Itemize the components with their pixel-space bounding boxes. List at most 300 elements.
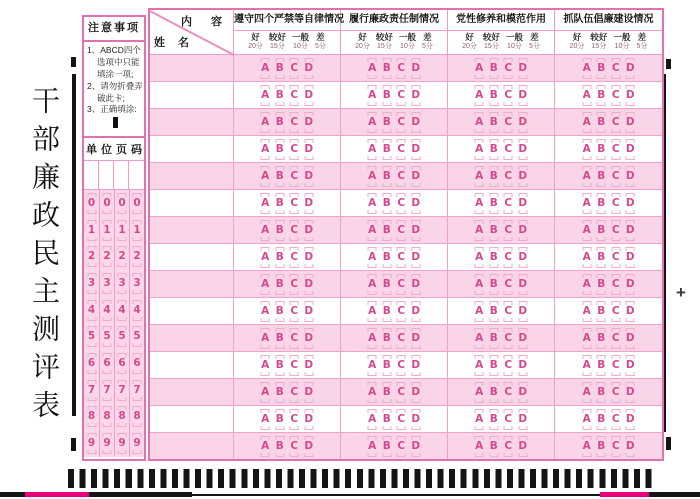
- bubble-B[interactable]: B: [382, 88, 391, 101]
- bubble-D[interactable]: D: [304, 196, 314, 209]
- bubble-C[interactable]: C: [611, 61, 620, 74]
- bubble-A[interactable]: A: [582, 250, 591, 263]
- name-cell[interactable]: [150, 379, 234, 405]
- name-cell[interactable]: [150, 55, 234, 81]
- digit-bubble-6[interactable]: 6: [133, 357, 141, 370]
- bubble-A[interactable]: A: [261, 331, 270, 344]
- bubble-A[interactable]: A: [261, 412, 270, 425]
- bubble-D[interactable]: D: [304, 385, 314, 398]
- digit-bubble-8[interactable]: 8: [87, 410, 96, 423]
- bubble-D[interactable]: D: [518, 358, 528, 371]
- bubble-A[interactable]: A: [261, 304, 270, 317]
- bubble-C[interactable]: C: [611, 169, 620, 182]
- bubble-A[interactable]: A: [582, 142, 591, 155]
- digit-bubble-0[interactable]: 0: [118, 196, 126, 209]
- bubble-B[interactable]: B: [382, 223, 391, 236]
- bubble-D[interactable]: D: [304, 169, 314, 182]
- bubble-A[interactable]: A: [261, 142, 270, 155]
- bubble-D[interactable]: D: [304, 115, 314, 128]
- bubble-B[interactable]: B: [382, 142, 391, 155]
- digit-bubble-9[interactable]: 9: [133, 437, 141, 450]
- digit-bubble-3[interactable]: 3: [103, 276, 111, 289]
- digit-bubble-7[interactable]: 7: [133, 383, 141, 396]
- bubble-A[interactable]: A: [261, 250, 270, 263]
- name-cell[interactable]: [150, 82, 234, 108]
- digit-bubble-3[interactable]: 3: [87, 276, 96, 289]
- bubble-B[interactable]: B: [275, 88, 284, 101]
- bubble-B[interactable]: B: [489, 88, 498, 101]
- bubble-C[interactable]: C: [397, 142, 406, 155]
- bubble-D[interactable]: D: [518, 385, 528, 398]
- bubble-A[interactable]: A: [261, 169, 270, 182]
- digit-cell[interactable]: [114, 404, 129, 431]
- digit-bubble-2[interactable]: 2: [118, 250, 126, 263]
- bubble-A[interactable]: A: [582, 304, 591, 317]
- bubble-B[interactable]: B: [382, 250, 391, 263]
- bubble-A[interactable]: A: [261, 88, 270, 101]
- bubble-B[interactable]: B: [489, 277, 498, 290]
- bubble-D[interactable]: D: [411, 115, 421, 128]
- digit-cell[interactable]: [99, 217, 114, 244]
- name-cell[interactable]: [150, 136, 234, 162]
- bubble-A[interactable]: A: [368, 250, 377, 263]
- name-cell[interactable]: [150, 406, 234, 432]
- digit-cell[interactable]: [129, 350, 144, 377]
- bubble-D[interactable]: D: [625, 277, 635, 290]
- bubble-C[interactable]: C: [611, 250, 620, 263]
- digit-cell[interactable]: [129, 270, 144, 297]
- bubble-C[interactable]: C: [397, 61, 406, 74]
- bubble-B[interactable]: B: [382, 331, 391, 344]
- digit-cell[interactable]: [84, 297, 99, 324]
- bubble-A[interactable]: A: [368, 358, 377, 371]
- digit-bubble-1[interactable]: 1: [118, 223, 126, 236]
- bubble-D[interactable]: D: [625, 385, 635, 398]
- bubble-D[interactable]: D: [518, 331, 528, 344]
- digit-bubble-7[interactable]: 7: [87, 383, 96, 396]
- bubble-A[interactable]: A: [475, 385, 484, 398]
- name-cell[interactable]: [150, 325, 234, 351]
- digit-bubble-4[interactable]: 4: [133, 303, 141, 316]
- bubble-C[interactable]: C: [290, 412, 299, 425]
- bubble-C[interactable]: C: [611, 142, 620, 155]
- bubble-C[interactable]: C: [397, 358, 406, 371]
- digit-bubble-7[interactable]: 7: [103, 383, 111, 396]
- bubble-C[interactable]: C: [611, 115, 620, 128]
- bubble-D[interactable]: D: [411, 169, 421, 182]
- bubble-C[interactable]: C: [290, 61, 299, 74]
- bubble-C[interactable]: C: [504, 358, 513, 371]
- digit-cell[interactable]: [99, 350, 114, 377]
- bubble-A[interactable]: A: [475, 277, 484, 290]
- digit-cell[interactable]: [84, 377, 99, 404]
- bubble-A[interactable]: A: [475, 250, 484, 263]
- bubble-D[interactable]: D: [625, 196, 635, 209]
- writein-cell[interactable]: [99, 161, 114, 189]
- bubble-B[interactable]: B: [382, 439, 391, 452]
- bubble-A[interactable]: A: [368, 61, 377, 74]
- bubble-C[interactable]: C: [397, 385, 406, 398]
- bubble-D[interactable]: D: [625, 304, 635, 317]
- bubble-B[interactable]: B: [489, 223, 498, 236]
- bubble-B[interactable]: B: [382, 61, 391, 74]
- digit-cell[interactable]: [114, 190, 129, 217]
- name-cell[interactable]: [150, 109, 234, 135]
- bubble-B[interactable]: B: [382, 277, 391, 290]
- bubble-C[interactable]: C: [504, 61, 513, 74]
- bubble-A[interactable]: A: [368, 304, 377, 317]
- bubble-B[interactable]: B: [275, 331, 284, 344]
- digit-cell[interactable]: [99, 324, 114, 351]
- bubble-A[interactable]: A: [582, 277, 591, 290]
- digit-cell[interactable]: [114, 430, 129, 457]
- bubble-A[interactable]: A: [368, 331, 377, 344]
- bubble-A[interactable]: A: [368, 115, 377, 128]
- bubble-D[interactable]: D: [625, 115, 635, 128]
- digit-bubble-0[interactable]: 0: [103, 196, 111, 209]
- bubble-D[interactable]: D: [304, 223, 314, 236]
- bubble-D[interactable]: D: [518, 277, 528, 290]
- writein-cell[interactable]: [114, 161, 129, 189]
- bubble-C[interactable]: C: [397, 331, 406, 344]
- bubble-A[interactable]: A: [582, 61, 591, 74]
- bubble-B[interactable]: B: [382, 412, 391, 425]
- bubble-B[interactable]: B: [382, 196, 391, 209]
- bubble-B[interactable]: B: [597, 412, 606, 425]
- digit-cell[interactable]: [99, 243, 114, 270]
- bubble-D[interactable]: D: [625, 358, 635, 371]
- bubble-C[interactable]: C: [290, 439, 299, 452]
- name-cell[interactable]: [150, 217, 234, 243]
- bubble-C[interactable]: C: [397, 277, 406, 290]
- digit-cell[interactable]: [114, 243, 129, 270]
- bubble-A[interactable]: A: [582, 331, 591, 344]
- bubble-D[interactable]: D: [625, 439, 635, 452]
- bubble-C[interactable]: C: [290, 385, 299, 398]
- bubble-B[interactable]: B: [275, 115, 284, 128]
- bubble-D[interactable]: D: [304, 439, 314, 452]
- bubble-B[interactable]: B: [489, 439, 498, 452]
- digit-bubble-3[interactable]: 3: [133, 276, 141, 289]
- bubble-D[interactable]: D: [625, 142, 635, 155]
- bubble-B[interactable]: B: [597, 277, 606, 290]
- digit-bubble-1[interactable]: 1: [87, 223, 96, 236]
- bubble-A[interactable]: A: [368, 223, 377, 236]
- bubble-C[interactable]: C: [290, 88, 299, 101]
- digit-cell[interactable]: [129, 190, 144, 217]
- bubble-B[interactable]: B: [382, 385, 391, 398]
- bubble-C[interactable]: C: [504, 169, 513, 182]
- digit-bubble-4[interactable]: 4: [87, 303, 96, 316]
- bubble-D[interactable]: D: [625, 61, 635, 74]
- bubble-D[interactable]: D: [411, 196, 421, 209]
- bubble-C[interactable]: C: [397, 169, 406, 182]
- bubble-B[interactable]: B: [489, 331, 498, 344]
- bubble-D[interactable]: D: [411, 304, 421, 317]
- bubble-C[interactable]: C: [611, 439, 620, 452]
- bubble-B[interactable]: B: [489, 358, 498, 371]
- bubble-A[interactable]: A: [368, 169, 377, 182]
- bubble-D[interactable]: D: [625, 250, 635, 263]
- digit-bubble-6[interactable]: 6: [87, 357, 96, 370]
- bubble-B[interactable]: B: [489, 412, 498, 425]
- name-cell[interactable]: [150, 352, 234, 378]
- digit-bubble-0[interactable]: 0: [87, 196, 96, 209]
- bubble-D[interactable]: D: [625, 169, 635, 182]
- bubble-A[interactable]: A: [475, 169, 484, 182]
- bubble-A[interactable]: A: [475, 61, 484, 74]
- bubble-D[interactable]: D: [411, 250, 421, 263]
- bubble-A[interactable]: A: [475, 196, 484, 209]
- bubble-B[interactable]: B: [597, 169, 606, 182]
- bubble-D[interactable]: D: [304, 304, 314, 317]
- digit-bubble-9[interactable]: 9: [118, 437, 126, 450]
- bubble-D[interactable]: D: [518, 250, 528, 263]
- writein-cell[interactable]: [129, 161, 144, 189]
- bubble-C[interactable]: C: [397, 115, 406, 128]
- bubble-C[interactable]: C: [290, 358, 299, 371]
- bubble-A[interactable]: A: [261, 439, 270, 452]
- bubble-D[interactable]: D: [411, 331, 421, 344]
- digit-bubble-5[interactable]: 5: [133, 330, 141, 343]
- bubble-C[interactable]: C: [611, 196, 620, 209]
- bubble-D[interactable]: D: [625, 331, 635, 344]
- bubble-B[interactable]: B: [275, 412, 284, 425]
- bubble-A[interactable]: A: [582, 223, 591, 236]
- digit-bubble-6[interactable]: 6: [118, 357, 126, 370]
- bubble-C[interactable]: C: [504, 88, 513, 101]
- bubble-C[interactable]: C: [504, 331, 513, 344]
- bubble-A[interactable]: A: [261, 223, 270, 236]
- bubble-C[interactable]: C: [290, 277, 299, 290]
- digit-bubble-8[interactable]: 8: [103, 410, 111, 423]
- bubble-D[interactable]: D: [411, 61, 421, 74]
- bubble-B[interactable]: B: [597, 115, 606, 128]
- writein-cell[interactable]: [84, 161, 99, 189]
- bubble-B[interactable]: B: [275, 358, 284, 371]
- bubble-C[interactable]: C: [504, 223, 513, 236]
- bubble-C[interactable]: C: [611, 223, 620, 236]
- digit-cell[interactable]: [84, 350, 99, 377]
- bubble-D[interactable]: D: [304, 61, 314, 74]
- digit-bubble-7[interactable]: 7: [118, 383, 126, 396]
- digit-cell[interactable]: [84, 430, 99, 457]
- bubble-D[interactable]: D: [518, 439, 528, 452]
- bubble-B[interactable]: B: [597, 385, 606, 398]
- bubble-A[interactable]: A: [368, 439, 377, 452]
- bubble-D[interactable]: D: [518, 223, 528, 236]
- digit-cell[interactable]: [129, 297, 144, 324]
- bubble-B[interactable]: B: [275, 142, 284, 155]
- digit-bubble-1[interactable]: 1: [103, 223, 111, 236]
- digit-bubble-2[interactable]: 2: [87, 250, 96, 263]
- bubble-A[interactable]: A: [582, 439, 591, 452]
- bubble-D[interactable]: D: [304, 358, 314, 371]
- bubble-D[interactable]: D: [518, 115, 528, 128]
- bubble-D[interactable]: D: [625, 412, 635, 425]
- bubble-B[interactable]: B: [275, 304, 284, 317]
- digit-bubble-2[interactable]: 2: [133, 250, 141, 263]
- bubble-B[interactable]: B: [597, 358, 606, 371]
- bubble-C[interactable]: C: [611, 88, 620, 101]
- name-cell[interactable]: [150, 271, 234, 297]
- digit-bubble-8[interactable]: 8: [133, 410, 141, 423]
- bubble-C[interactable]: C: [504, 142, 513, 155]
- bubble-D[interactable]: D: [518, 61, 528, 74]
- digit-bubble-6[interactable]: 6: [103, 357, 111, 370]
- bubble-B[interactable]: B: [382, 358, 391, 371]
- bubble-B[interactable]: B: [597, 250, 606, 263]
- bubble-D[interactable]: D: [304, 331, 314, 344]
- bubble-B[interactable]: B: [275, 385, 284, 398]
- bubble-C[interactable]: C: [290, 331, 299, 344]
- bubble-C[interactable]: C: [397, 196, 406, 209]
- bubble-D[interactable]: D: [304, 88, 314, 101]
- bubble-A[interactable]: A: [368, 142, 377, 155]
- bubble-A[interactable]: A: [582, 115, 591, 128]
- bubble-D[interactable]: D: [411, 223, 421, 236]
- bubble-C[interactable]: C: [504, 412, 513, 425]
- digit-cell[interactable]: [114, 217, 129, 244]
- bubble-C[interactable]: C: [504, 250, 513, 263]
- digit-cell[interactable]: [84, 404, 99, 431]
- bubble-D[interactable]: D: [518, 304, 528, 317]
- digit-cell[interactable]: [129, 324, 144, 351]
- bubble-A[interactable]: A: [368, 385, 377, 398]
- bubble-D[interactable]: D: [518, 412, 528, 425]
- bubble-D[interactable]: D: [411, 358, 421, 371]
- bubble-C[interactable]: C: [504, 439, 513, 452]
- bubble-A[interactable]: A: [582, 385, 591, 398]
- bubble-A[interactable]: A: [475, 358, 484, 371]
- bubble-B[interactable]: B: [382, 169, 391, 182]
- digit-bubble-2[interactable]: 2: [103, 250, 111, 263]
- bubble-B[interactable]: B: [489, 385, 498, 398]
- digit-cell[interactable]: [129, 404, 144, 431]
- bubble-C[interactable]: C: [504, 385, 513, 398]
- bubble-C[interactable]: C: [397, 223, 406, 236]
- bubble-C[interactable]: C: [397, 304, 406, 317]
- name-cell[interactable]: [150, 244, 234, 270]
- bubble-D[interactable]: D: [411, 412, 421, 425]
- digit-bubble-3[interactable]: 3: [118, 276, 126, 289]
- bubble-C[interactable]: C: [290, 250, 299, 263]
- bubble-A[interactable]: A: [582, 358, 591, 371]
- bubble-D[interactable]: D: [518, 142, 528, 155]
- bubble-C[interactable]: C: [504, 196, 513, 209]
- digit-cell[interactable]: [84, 324, 99, 351]
- bubble-A[interactable]: A: [261, 277, 270, 290]
- digit-bubble-5[interactable]: 5: [103, 330, 111, 343]
- digit-bubble-5[interactable]: 5: [118, 330, 126, 343]
- bubble-A[interactable]: A: [475, 304, 484, 317]
- bubble-C[interactable]: C: [504, 277, 513, 290]
- bubble-B[interactable]: B: [275, 196, 284, 209]
- bubble-A[interactable]: A: [261, 115, 270, 128]
- bubble-C[interactable]: C: [290, 142, 299, 155]
- bubble-A[interactable]: A: [368, 196, 377, 209]
- bubble-C[interactable]: C: [611, 412, 620, 425]
- bubble-B[interactable]: B: [275, 169, 284, 182]
- bubble-B[interactable]: B: [489, 304, 498, 317]
- bubble-A[interactable]: A: [475, 412, 484, 425]
- bubble-B[interactable]: B: [275, 277, 284, 290]
- bubble-D[interactable]: D: [411, 385, 421, 398]
- bubble-C[interactable]: C: [611, 277, 620, 290]
- digit-bubble-4[interactable]: 4: [103, 303, 111, 316]
- bubble-A[interactable]: A: [261, 61, 270, 74]
- bubble-D[interactable]: D: [304, 250, 314, 263]
- name-cell[interactable]: [150, 190, 234, 216]
- bubble-D[interactable]: D: [518, 169, 528, 182]
- bubble-B[interactable]: B: [597, 196, 606, 209]
- bubble-C[interactable]: C: [611, 385, 620, 398]
- digit-cell[interactable]: [129, 243, 144, 270]
- digit-cell[interactable]: [99, 190, 114, 217]
- name-cell[interactable]: [150, 298, 234, 324]
- bubble-C[interactable]: C: [611, 358, 620, 371]
- bubble-B[interactable]: B: [597, 331, 606, 344]
- bubble-C[interactable]: C: [290, 304, 299, 317]
- bubble-C[interactable]: C: [611, 304, 620, 317]
- bubble-A[interactable]: A: [368, 88, 377, 101]
- bubble-A[interactable]: A: [475, 439, 484, 452]
- digit-bubble-5[interactable]: 5: [87, 330, 96, 343]
- bubble-A[interactable]: A: [261, 385, 270, 398]
- bubble-D[interactable]: D: [625, 88, 635, 101]
- bubble-B[interactable]: B: [382, 304, 391, 317]
- digit-cell[interactable]: [114, 324, 129, 351]
- name-cell[interactable]: [150, 163, 234, 189]
- bubble-D[interactable]: D: [304, 142, 314, 155]
- bubble-B[interactable]: B: [597, 223, 606, 236]
- digit-cell[interactable]: [84, 190, 99, 217]
- bubble-C[interactable]: C: [397, 250, 406, 263]
- bubble-B[interactable]: B: [597, 304, 606, 317]
- bubble-C[interactable]: C: [397, 439, 406, 452]
- digit-cell[interactable]: [129, 377, 144, 404]
- digit-bubble-4[interactable]: 4: [118, 303, 126, 316]
- bubble-C[interactable]: C: [290, 223, 299, 236]
- bubble-B[interactable]: B: [489, 250, 498, 263]
- digit-bubble-9[interactable]: 9: [87, 437, 96, 450]
- digit-bubble-9[interactable]: 9: [103, 437, 111, 450]
- bubble-D[interactable]: D: [411, 88, 421, 101]
- bubble-B[interactable]: B: [489, 196, 498, 209]
- bubble-A[interactable]: A: [261, 196, 270, 209]
- bubble-D[interactable]: D: [625, 223, 635, 236]
- bubble-A[interactable]: A: [582, 196, 591, 209]
- bubble-A[interactable]: A: [261, 358, 270, 371]
- bubble-D[interactable]: D: [411, 142, 421, 155]
- bubble-C[interactable]: C: [504, 115, 513, 128]
- digit-bubble-8[interactable]: 8: [118, 410, 126, 423]
- digit-bubble-0[interactable]: 0: [133, 196, 141, 209]
- bubble-B[interactable]: B: [275, 61, 284, 74]
- bubble-B[interactable]: B: [597, 61, 606, 74]
- bubble-D[interactable]: D: [518, 196, 528, 209]
- bubble-A[interactable]: A: [582, 412, 591, 425]
- bubble-A[interactable]: A: [475, 331, 484, 344]
- bubble-D[interactable]: D: [304, 412, 314, 425]
- bubble-A[interactable]: A: [582, 169, 591, 182]
- digit-cell[interactable]: [99, 377, 114, 404]
- bubble-C[interactable]: C: [290, 169, 299, 182]
- digit-cell[interactable]: [129, 217, 144, 244]
- digit-cell[interactable]: [114, 297, 129, 324]
- bubble-A[interactable]: A: [582, 88, 591, 101]
- bubble-C[interactable]: C: [290, 196, 299, 209]
